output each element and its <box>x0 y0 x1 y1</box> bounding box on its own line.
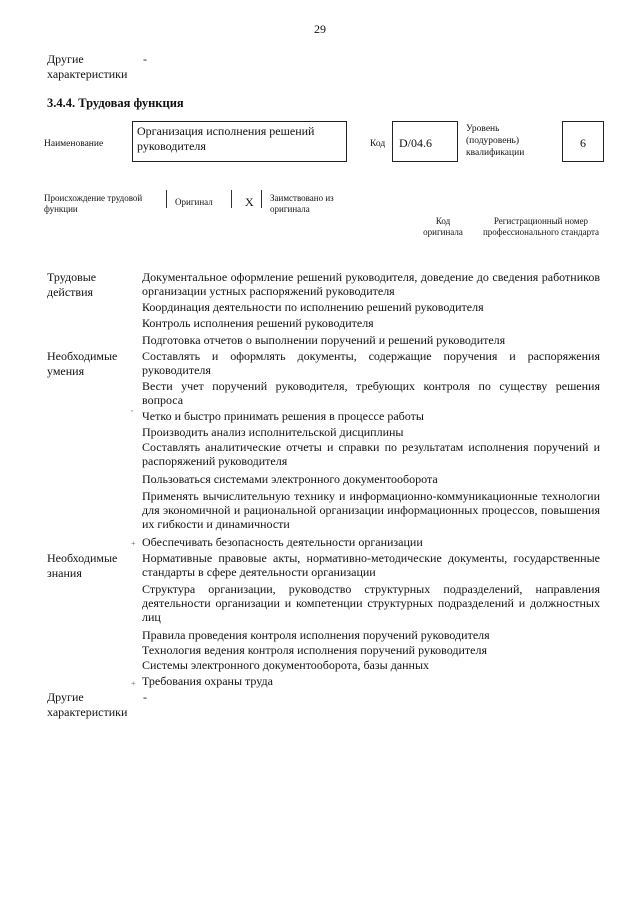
skill-item: Четко и быстро принимать решения в процессе работы <box>142 409 424 423</box>
labor-action-item: Координация деятельности по исполнению решений руководителя <box>142 300 484 314</box>
top-other-value: - <box>143 52 147 66</box>
code-label: Код <box>370 139 386 149</box>
skill-item: Составлять и оформлять документы, содержащие поручения и распоряжения руководителя <box>142 349 600 377</box>
name-label: Наименование <box>44 139 104 149</box>
labor-action-item: Документальное оформление решений руководителя, доведение до сведения работников организации устных распоряжений руководителя <box>142 270 600 298</box>
knowledge-label: Необходимые знания <box>47 551 118 580</box>
origin-original: Оригинал <box>175 197 213 207</box>
knowledge-item: Нормативные правовые акты, нормативно-методические документы, государственные стандарты в сфере деятельности организации <box>142 551 600 579</box>
page-number: 29 <box>314 22 326 36</box>
labor-action-item: Подготовка отчетов о выполнении поручений и решений руководителя <box>142 333 506 347</box>
reg-number: Регистрационный номер профессионального стандарта <box>482 216 600 237</box>
bottom-other-value: - <box>143 690 147 704</box>
bottom-other-label: Другие характеристики <box>47 690 128 719</box>
knowledge-item: Технология ведения контроля исполнения поручений руководителя <box>142 643 488 657</box>
origin-mark: X <box>245 195 254 209</box>
name-value: Организация исполнения решений руководителя <box>137 124 315 153</box>
skill-item: Обеспечивать безопасность деятельности организации <box>142 535 423 549</box>
scan-mark: , <box>131 404 133 413</box>
skill-item: Пользоваться системами электронного документооборота <box>142 472 438 486</box>
scan-mark: + <box>131 539 136 548</box>
labor-action-item: Контроль исполнения решений руководителя <box>142 316 374 330</box>
knowledge-item: Системы электронного документооборота, базы данных <box>142 658 430 672</box>
code-value: D/04.6 <box>399 136 432 150</box>
skill-item: Составлять аналитические отчеты и справки по результатам исполнения поручений и распоряжений руководителя <box>142 440 600 468</box>
origin-label: Происхождение трудовой функции <box>44 193 143 214</box>
section-title: 3.4.4. Трудовая функция <box>47 96 184 110</box>
skill-item: Применять вычислительную технику и информационно-коммуникационные технологии для экономичной и рациональной организации информационных процессов, повышения их гибкости и динамичности <box>142 489 600 531</box>
knowledge-item: Правила проведения контроля исполнения поручений руководителя <box>142 628 490 642</box>
level-label: Уровень (подуровень) квалификации <box>466 124 525 158</box>
skill-item: Вести учет поручений руководителя, требующих контроля по существу решения вопроса <box>142 379 600 407</box>
level-value: 6 <box>580 136 586 150</box>
knowledge-item: Структура организации, руководство структурных подразделений, направления деятельности организации и компетенции структурных подразделений и должностных лиц <box>142 582 600 624</box>
code-original: Код оригинала <box>423 216 463 237</box>
knowledge-item: Требования охраны труда <box>142 674 273 688</box>
labor-actions-label: Трудовые действия <box>47 270 97 299</box>
origin-borrowed: Заимствовано из оригинала <box>270 193 334 214</box>
skill-item: Производить анализ исполнительской дисциплины <box>142 425 404 439</box>
level-value-box <box>562 121 604 162</box>
top-other-label: Другие характеристики <box>47 52 128 81</box>
skills-label: Необходимые умения <box>47 349 118 378</box>
scan-mark: + <box>131 679 136 688</box>
name-value-box <box>132 121 347 162</box>
code-value-box <box>392 121 458 162</box>
